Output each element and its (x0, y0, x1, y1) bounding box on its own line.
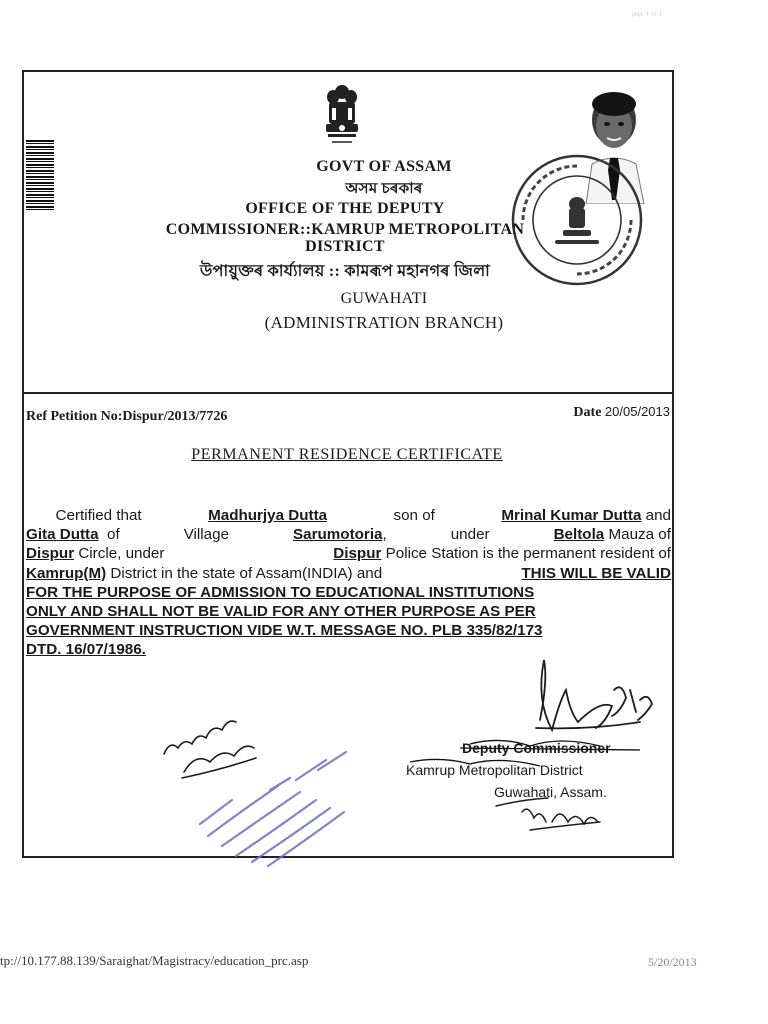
holder-name: Madhurjya Dutta (208, 507, 328, 524)
body-line-1 (26, 506, 671, 525)
ref-value: Dispur/2013/7726 (122, 409, 228, 424)
body-line-6 (26, 602, 671, 621)
signatory-district: Kamrup Metropolitan District (406, 762, 583, 778)
branch-heading: (ADMINISTRATION BRANCH) (264, 313, 504, 332)
office-heading-line2: COMMISSIONER::KAMRUP METROPOLITAN (165, 221, 525, 238)
and-text: and (645, 507, 671, 524)
validity-text-4: GOVERNMENT INSTRUCTION VIDE W.T. MESSAGE NO. PLB 335/82/173 (26, 622, 543, 640)
of-text: of (107, 526, 120, 544)
police-station-text: Police Station is the permanent resident of (385, 545, 671, 563)
footer-source-url: tp://10.177.88.139/Saraighat/Magistracy/education_prc.asp (0, 953, 309, 968)
certificate-title: PERMANENT RESIDENCE CERTIFICATE (191, 446, 503, 463)
father-name: Mrinal Kumar Dutta (501, 507, 642, 524)
certified-that-text: Certified that (55, 507, 142, 524)
body-line-4 (26, 564, 671, 583)
validity-text-2: FOR THE PURPOSE OF ADMISSION TO EDUCATIONAL INSTITUTIONS (26, 583, 535, 601)
certificate-body (26, 506, 671, 660)
circle-name: Dispur (26, 545, 75, 563)
office-heading-line3: DISTRICT (305, 238, 385, 255)
office-heading-bengali: উপায়ুক্তৰ কাৰ্য্যালয় :: কামৰূপ মহানগৰ জিলা (199, 263, 491, 280)
ref-petition-number (26, 409, 227, 425)
mauza-of-text: Mauza of (608, 526, 671, 544)
body-line-3 (26, 544, 671, 563)
signatory-title: Deputy Commissioner (462, 740, 611, 756)
circle-under-text: Circle, under (78, 545, 165, 563)
mauza-name: Beltola (553, 526, 605, 544)
national-emblem-icon (318, 82, 366, 148)
browser-page-mark: ᵖᵃᵍᵉ ¹ ᵒᶠ ¹ (632, 10, 662, 21)
ref-label: Ref Petition No: (26, 409, 123, 424)
date-label: Date (573, 405, 602, 420)
police-station-name: Dispur (333, 545, 382, 563)
district-name: Kamrup(M) (26, 564, 107, 582)
body-line-5 (26, 583, 671, 602)
office-heading-line1: OFFICE OF THE DEPUTY (245, 200, 445, 217)
district-text: District in the state of Assam(INDIA) and (110, 564, 383, 582)
date-value: 20/05/2013 (604, 404, 670, 419)
son-of-text: son of (393, 507, 435, 524)
header-divider (22, 392, 674, 394)
validity-text-1: THIS WILL BE VALID (521, 564, 671, 582)
body-line-2: Gita Dutta of Village Sarumotoria, under Beltola Mauza of (26, 526, 671, 544)
body-line-8 (26, 640, 671, 659)
under-text: under (450, 526, 490, 544)
validity-text-3: ONLY AND SHALL NOT BE VALID FOR ANY OTHER PURPOSE AS PER (26, 603, 536, 621)
body-line-7 (26, 621, 671, 640)
govt-heading: GOVT OF ASSAM (316, 158, 452, 175)
village-label: Village (183, 526, 230, 544)
village-name: Sarumotoria (293, 526, 383, 544)
validity-text-5: DTD. 16/07/1986. (26, 641, 146, 659)
issue-date (573, 404, 670, 421)
city-heading: GUWAHATI (340, 290, 428, 307)
footer-print-date: 5/20/2013 (648, 955, 697, 969)
govt-heading-bengali: অসম চৰকাৰ (345, 181, 423, 197)
mother-name: Gita Dutta (26, 526, 99, 544)
signatory-place: Guwahati, Assam. (494, 784, 607, 800)
